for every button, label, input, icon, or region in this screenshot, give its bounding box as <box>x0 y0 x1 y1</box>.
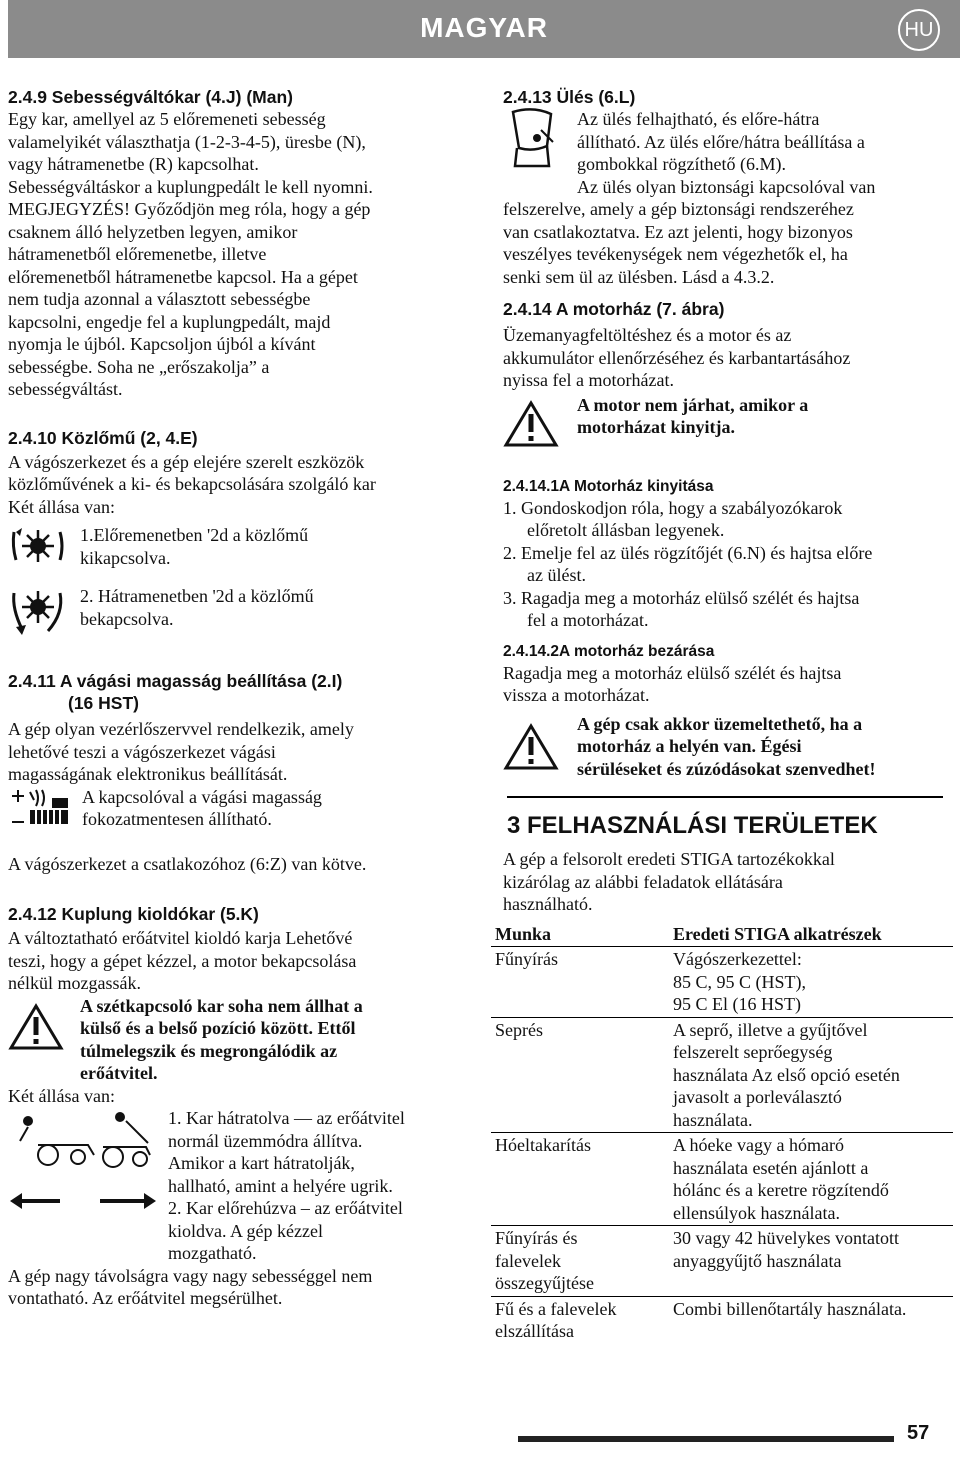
table-header: Munka <box>491 922 669 947</box>
warning-icon <box>8 995 80 1085</box>
text-line: nélkül mozgassák. <box>8 973 141 993</box>
text-line: A gép a felsorolt eredeti STIGA tartozékokkal <box>503 849 835 869</box>
table-cell-parts <box>669 947 953 1018</box>
section-2-4-9-text <box>8 108 453 401</box>
step-text: előretolt állásban legyenek. <box>527 520 725 540</box>
text-line: közlőművének a ki- és bekapcsolására szolgáló kar <box>8 474 376 494</box>
text-line: A kapcsolóval a vágási magasság <box>82 786 322 807</box>
text-line: nyomja le újból. Kapcsoljon újból a kívánt <box>8 334 316 354</box>
text-line: Két állása van: <box>8 1085 115 1106</box>
text-line: előremenetből hátramenetbe kapcsol. Ha a gépet <box>8 266 358 287</box>
table-header-row <box>491 922 953 947</box>
text-line: normál üzemmódra állítva. <box>168 1130 363 1151</box>
table-row <box>491 1226 953 1297</box>
table-cell-parts <box>669 1017 953 1133</box>
text-line: hátramenetből előremenetbe, illetve <box>8 244 267 264</box>
text-line: A gép olyan vezérlőszervvel rendelkezik, amely <box>8 719 354 739</box>
text-line: vagy hátramenetbe (R) kapcsolhat. <box>8 154 259 174</box>
text-line: gombokkal rögzíthető (6.M). <box>577 154 786 174</box>
text-line: kioldva. A gép kézzel <box>168 1220 323 1241</box>
table-cell-parts <box>669 1133 953 1226</box>
cell-line: Fű és a falevelek <box>495 1298 617 1319</box>
warning-text: motorházat kinyitja. <box>577 417 735 437</box>
pto-forward-icon <box>8 524 80 573</box>
warning-block <box>503 713 955 781</box>
text-line: MEGJEGYZÉS! Győződjön meg róla, hogy a gép <box>8 199 371 219</box>
footer-rule <box>518 1436 894 1442</box>
cell-line: 95 C El (16 HST) <box>673 994 801 1014</box>
cell-line: ellensúlyok használata. <box>673 1202 840 1223</box>
heading-2-4-10: 2.4.10 Közlőmű (2, 4.E) <box>8 427 198 448</box>
text-line: felszerelve, amely a gép biztonsági rendszeréhez <box>503 199 854 219</box>
text-line: A vágószerkezet a csatlakozóhoz (6:Z) van kötve. <box>8 853 367 874</box>
text-line: Ragadja meg a motorház elülső szélét és hajtsa <box>503 662 842 683</box>
heading-2-4-14-2: 2.4.14.2A motorház bezárása <box>503 642 715 660</box>
text-line: használható. <box>503 894 593 914</box>
text-line: Sebességváltáskor a kuplungpedált le kell nyomni. <box>8 176 373 197</box>
warning-block <box>8 995 453 1085</box>
text-line: sebességbe. Soha ne „erőszakolja” a <box>8 356 270 377</box>
table-cell-work <box>491 1226 669 1297</box>
text-line: veszélyes tevékenységek nem végezhetők el, ha <box>503 244 848 264</box>
pto-reverse-icon <box>8 585 80 644</box>
step-text: 1. Gondoskodjon róla, hogy a szabályozókarok <box>503 497 843 518</box>
text-line: állítható. Az ülés előre/hátra beállítása a <box>577 131 865 152</box>
text-line: hallható, amint a helyére ugrik. <box>168 1175 393 1196</box>
heading-section-3: 3 FELHASZNÁLÁSI TERÜLETEK <box>507 796 943 840</box>
text-line: akkumulátor ellenőrzéséhez és karbantartásához <box>503 347 851 368</box>
warning-text: erőátvitel. <box>80 1063 158 1083</box>
step-text: fel a motorházat. <box>527 610 649 630</box>
language-badge: HU <box>898 9 940 51</box>
cutting-height-icon <box>8 786 82 837</box>
table-row <box>491 1296 953 1344</box>
seat-icon <box>503 108 577 198</box>
cell-line: Hóeltakarítás <box>495 1135 591 1155</box>
page-number: 57 <box>907 1422 930 1444</box>
release-lever-positions <box>8 1107 453 1265</box>
page-header <box>8 0 960 58</box>
warning-block <box>503 394 955 453</box>
heading-2-4-11-sub: (16 HST) <box>68 693 139 713</box>
table-row <box>491 1017 953 1133</box>
text-line: mozgatható. <box>168 1243 257 1263</box>
cell-line: Vágószerkezettel: <box>673 949 802 969</box>
cell-line: használata esetén ajánlott a <box>673 1157 869 1178</box>
text-line: kizárólag az alábbi feladatok ellátására <box>503 871 783 892</box>
text-line: 1. Kar hátratolva — az erőátvitel <box>168 1108 405 1128</box>
cell-line: A seprő, illetve a gyűjtővel <box>673 1019 868 1040</box>
text-line: 2. Hátramenetben '2d a közlőmű <box>80 586 314 606</box>
cutting-height-item <box>8 786 453 837</box>
text-line: vissza a motorházat. <box>503 685 650 705</box>
cell-line: felszerelt seprőegység <box>673 1042 833 1062</box>
warning-text: A motor nem járhat, amikor a <box>577 394 809 415</box>
table-cell-parts <box>669 1296 953 1344</box>
text-line: Két állása van: <box>8 496 115 517</box>
warning-text: külső és a belső pozíció között. Ettől <box>80 1018 356 1038</box>
text-line: fokozatmentesen állítható. <box>82 809 272 829</box>
text-line: A gép nagy távolságra vagy nagy sebességgel nem <box>8 1265 373 1286</box>
table-row <box>491 947 953 1018</box>
text-line: lehetővé teszi a vágószerkezet vágási <box>8 741 276 762</box>
text-line: magasságának elektronikus beállítását. <box>8 764 288 784</box>
warning-icon <box>503 394 577 453</box>
text-line: sebességváltást. <box>8 379 123 399</box>
seat-item <box>503 108 955 198</box>
cell-line: A hóeke vagy a hómaró <box>673 1135 844 1155</box>
text-line: bekapcsolva. <box>80 608 174 629</box>
heading-2-4-13: 2.4.13 Ülés (6.L) <box>503 87 636 107</box>
text-line: kikapcsolva. <box>80 547 171 568</box>
cell-line: Seprés <box>495 1019 543 1040</box>
cell-line: összegyűjtése <box>495 1273 594 1293</box>
cell-line: Fűnyírás és <box>495 1228 578 1248</box>
table-cell-work <box>491 1133 669 1226</box>
left-column <box>8 86 453 1310</box>
text-line: nem tudja azonnal a választott sebességbe <box>8 289 311 309</box>
heading-2-4-11: 2.4.11 A vágási magasság beállítása (2.I) <box>8 671 343 691</box>
table-cell-work <box>491 1017 669 1133</box>
cell-line: elszállítása <box>495 1321 574 1341</box>
text-line: senki sem ül az ülésben. Lásd a 4.3.2. <box>503 266 775 287</box>
warning-text: A szétkapcsoló kar soha nem állhat a <box>80 995 363 1016</box>
warning-text: motorház a helyén van. Égési <box>577 736 802 756</box>
cell-line: 30 vagy 42 hüvelykes vontatott <box>673 1228 899 1248</box>
table-cell-work <box>491 947 669 1018</box>
warning-text: túlmelegszik és megrongálódik az <box>80 1040 338 1061</box>
text-line: 2. Kar előrehúzva – az erőátvitel <box>168 1198 403 1218</box>
warning-icon <box>503 713 577 781</box>
cell-line: falevelek <box>495 1250 561 1271</box>
heading-2-4-9: 2.4.9 Sebességváltókar (4.J) (Man) <box>8 87 293 107</box>
text-line: A változtatható erőátvitel kioldó karja Lehetővé <box>8 928 353 948</box>
text-line: nyissa fel a motorházat. <box>503 370 674 390</box>
text-line: kapcsolni, engedje fel a kuplungpedált, majd <box>8 311 331 332</box>
cell-line: Combi billenőtartály használata. <box>673 1298 907 1319</box>
heading-2-4-14-1: 2.4.14.1A Motorház kinyitása <box>503 477 714 495</box>
warning-text: sérüléseket és zúzódásokat szenvedhet! <box>577 758 876 779</box>
text-line: valamelyikét választhatja (1-2-3-4-5), üresbe (N), <box>8 131 366 152</box>
usage-table <box>491 922 953 1344</box>
cell-line: javasolt a porleválasztó <box>673 1087 842 1107</box>
step-text: az ülést. <box>527 565 586 585</box>
text-line: van csatlakoztatva. Ez azt jelenti, hogy bizonyos <box>503 221 853 242</box>
step-text: 3. Ragadja meg a motorház elülső szélét és hajtsa <box>503 587 860 608</box>
table-cell-parts <box>669 1226 953 1297</box>
warning-text: A gép csak akkor üzemeltethető, ha a <box>577 713 863 734</box>
cell-line: Fűnyírás <box>495 949 558 969</box>
text-line: Amikor a kart hátratolják, <box>168 1153 355 1173</box>
text-line: csaknem álló helyzetben legyen, amikor <box>8 221 298 242</box>
pto-item-2 <box>8 585 453 644</box>
cell-line: használata. <box>673 1109 753 1130</box>
text-line: vontatható. Az erőátvitel megsérülhet. <box>8 1288 283 1308</box>
table-cell-work <box>491 1296 669 1344</box>
heading-2-4-12: 2.4.12 Kuplung kioldókar (5.K) <box>8 904 259 924</box>
pto-item-1 <box>8 524 453 573</box>
text-line: Üzemanyagfeltöltéshez és a motor és az <box>503 325 792 345</box>
cell-line: hólánc és a keretre rögzítendő <box>673 1180 889 1200</box>
table-row <box>491 1133 953 1226</box>
cell-line: használata Az első opció esetén <box>673 1064 900 1085</box>
text-line: 1.Előremenetben '2d a közlőmű <box>80 525 309 545</box>
step-text: 2. Emelje fel az ülés rögzítőjét (6.N) és hajtsa előre <box>503 542 873 563</box>
text-line: Az ülés felhajtható, és előre-hátra <box>577 109 820 129</box>
tractor-push-icon <box>8 1107 168 1265</box>
text-line: Egy kar, amellyel az 5 előremeneti sebesség <box>8 109 326 129</box>
cell-line: anyaggyűjtő használata <box>673 1250 842 1271</box>
language-title: MAGYAR <box>420 12 548 43</box>
heading-2-4-14: 2.4.14 A motorház (7. ábra) <box>503 299 725 319</box>
table-header: Eredeti STIGA alkatrészek <box>669 922 953 947</box>
text-line: teszi, hogy a gépet kézzel, a motor bekapcsolása <box>8 950 357 971</box>
right-column <box>495 86 955 1344</box>
text-line: A vágószerkezet és a gép elejére szerelt eszközök <box>8 451 365 472</box>
text-line: Az ülés olyan biztonsági kapcsolóval van <box>577 176 876 197</box>
cell-line: 85 C, 95 C (HST), <box>673 971 807 992</box>
